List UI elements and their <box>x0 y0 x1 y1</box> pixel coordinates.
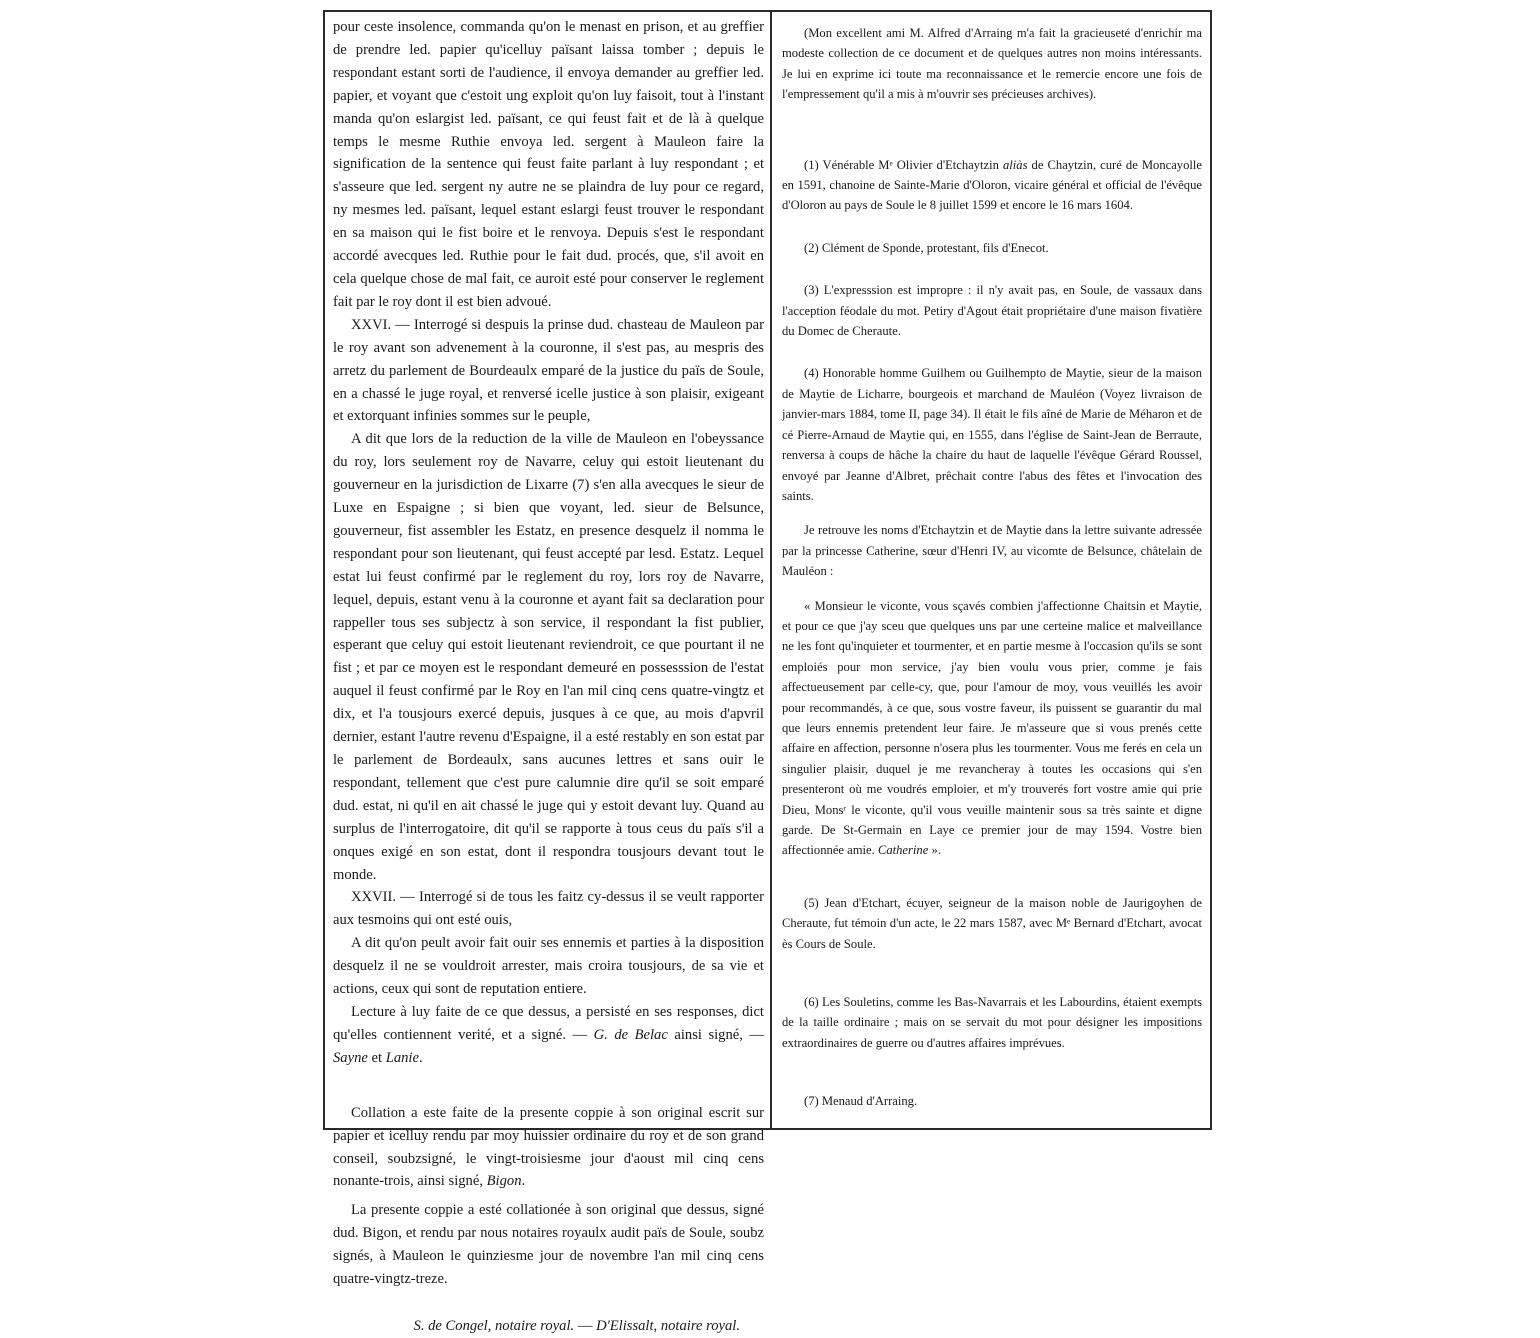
paragraph-insolence: pour ceste insolence, commanda qu'on le menast en prison, et au greffier de prendre led. papier qu'icelluy païsant laissa tomber ; depuis le respondant estant sorti de l'audience, il envoya demander au greffier led. papier, et voyant que c'estoit ung exploit qu'on luy faisoit, tout à l'instant manda qu'on eslargist led. païsant, ce qui feust fait et de là à quelque temps le mesme Ruthie envoya led. sergent à Mauleon faire la signification de la sentence qui feust faite parlant à luy respondant ; et s'asseure que led. sergent ny autre ne se plaindra de luy pour ce regard, ny mesmes led. païsant, lequel estant eslargi feust trouver le respondant en sa maison qui le fist boire et le renvoya. Depuis s'est le respondant accordé avecques led. Ruthie pour le fait dud. procés, que, s'il avoit en cela quelque chose de mal fait, ce auroit esté pour conserver le reglement fait par le roy dont il est bien advoué. <box>333 19 764 310</box>
footnote-7: (7) Menaud d'Arraing. <box>804 1094 918 1109</box>
letter-quote <box>782 596 1202 861</box>
paragraph-final: La presente coppie a esté collationée à son original que dessus, signé dud. Bigon, et rendu par nous notaires royaulx audit païs de Soule, soubz signés, à Mauleon le quinziesme jour de novembre l'an mil cinq cens quatre-vingtz-treze. <box>333 1202 764 1288</box>
paragraph-xxvi-question: XXVI. — Interrogé si despuis la prinse dud. chasteau de Mauleon par le roy avant son advenement à la couronne, il s'est pas, au mespris des arretz du parlement de Bourdeaulx emparé de la justice du païs de Soule, en a chassé le juge royal, et renversé icelle justice à son plaisir, exigeant et extorquant infinies sommes sur le peuple, <box>333 316 764 425</box>
letter-text: « Monsieur le viconte, vous sçavés combien j'affectionne Chaitsin et Maytie, et pour ce que j'ay sceu que quelques uns par une certeine malice et malveillance ne les font qu'inquieter et tourmenter, et en partie mesme à l'occasion qu'ils se sont emploiés pour mon service, j'ay bien voulu vous prier, comme je fais affectueusement par celle-cy, que, pour l'amour de moy, vous veuillés les avoir pour recommandés, à ce que, sous vostre faveur, ils puissent se guarantir du mal que leurs ennemis pretendent leur faire. Je m'asseure que si vous prenés cette affaire en affection, personne n'osera plus les tourmenter. Vous me ferés en cela un singulier plaisir, duquel je me revancheray à toutes les occasions qui s'en presenteront où me voudrés emploier, et m'y trouverés fort vostre amie qui prie Dieu, Monsʳ le viconte, qu'il vous veuille maintenir sous sa très sainte et digne garde. De St-Germain en Laye ce premier jour de may 1594. Vostre bien affectionnée amie. <box>782 598 1202 858</box>
signer-bigon: Bigon <box>486 1173 522 1190</box>
lecture-and: et <box>367 1049 386 1066</box>
signer-belac: G. de Belac <box>593 1026 668 1043</box>
lecture-text-middle: ainsi signé, — <box>667 1026 765 1043</box>
paragraph-xxvi-answer: A dit que lors de la reduction de la ville de Mauleon en l'obeyssance du roy, lors seulement roy de Navarre, celuy qui estoit lieutenant du gouverneur en la jurisdiction de Lixarre (7) s'en alla avecques le sieur de Luxe en Espaigne ; si bien que voyant, led. sieur de Belsunce, gouverneur, fist assembler les Estatz, en presence desquelz il nomma le respondant pour son lieutenant, qui feust accepté par lesd. Estatz. Lequel estat lui feust confirmé par le reglement du roy, lors roy de Navarre, lequel, depuis, estant venu à la couronne et ayant fait sa declaration pour rappeller tous ses subjectz à son service, il respondant la fist publier, esperant que celuy qui estoit lieutenant reviendroit, ce que pourtant il ne fist ; et par ce moyen est le respondant demeuré en possesssion de l'estat auquel il feust confirmé par le Roy en l'an mil cinq cens quatre-vingtz et dix, et l'a tousjours exercé depuis, jusques à ce que, au mois d'apvril dernier, estant l'autre revenu d'Espaigne, il a esté restably en son estat par le parlement de Bordeaulx, sans aucunes lettres et sans ouir le respondant, tellement que c'est pure calumnie dire qu'il se soit emparé dud. estat, ni qu'il en ait chassé le juge qui y estoit devant luy. Quand au surplus de l'interrogatoire, dit qu'il se rapporte à tous ceus du païs s'il a onques exigé en son estat, dont il respondra tousjours devant tout le monde. <box>333 431 764 883</box>
footnote-4: (4) Honorable homme Guilhem ou Guilhempto de Maytie, sieur de la maison de Maytie de Licharre, bourgeois et marchand de Mauléon (Voyez livraison de janvier-mars 1884, tome II, page 34). Il était le fils aîné de Marie de Méharon et de cé Pierre-Arnaud de Maytie qui, en 1555, dans l'église de Saint-Jean de Berraute, renversa à coups de hâche la chaire du haut de laquelle l'évêque Gérard Roussel, envoyé par Jeanne d'Albret, prêchait contre l'abus des fêtes et l'invocation des saints. <box>782 366 1202 503</box>
letter-closing: ». <box>928 843 941 858</box>
lecture-end: . <box>418 1049 423 1066</box>
notary-signatures <box>333 1315 764 1338</box>
paragraph-lecture <box>333 1001 764 1070</box>
footnote-1-text: (1) Vénérable Mᵉ Olivier d'Etchaytzin <box>804 157 1003 172</box>
collation-text: Collation a este faite de la presente coppie à son original escrit sur papier et icelluy rendu par moy huissier ordinaire du roy et de son grand conseil, soubzsigné, le vingt-troisiesme jour d'aoust mil cinq cens nonante-trois, ainsi signé, <box>333 1104 764 1190</box>
right-column-notes <box>772 12 1210 1128</box>
footnote-1-alias: aliàs <box>1003 157 1028 172</box>
paragraph-xxvii-answer: A dit qu'on peult avoir fait ouir ses ennemis et parties à la disposition desquelz il ne se vouldroit arrester, mais croira tousjours, de sa vie et actions, ceux qui sont de reputation entiere. <box>333 935 764 998</box>
paragraph-collation <box>333 1102 764 1194</box>
footnote-2: (2) Clément de Sponde, protestant, fils d'Enecot. <box>804 240 1049 255</box>
signer-lanie: Lanie <box>385 1049 419 1066</box>
footnote-3: (3) L'expresssion est impropre : il n'y avait pas, en Soule, de vassaux dans l'acception féodale du mot. Petiry d'Agout était propriétaire d'une maison fivatière du Domec de Cheraute. <box>782 283 1202 339</box>
signature-separator: — <box>574 1317 597 1334</box>
paragraph-xxvii-question: XXVII. — Interrogé si de tous les faitz cy-dessus il se veult rapporter aux tesmoins qui ont esté ouis, <box>333 889 764 929</box>
signer-sayne: Sayne <box>333 1049 368 1066</box>
notary-congel: S. de Congel, notaire royal. <box>413 1317 575 1334</box>
notary-elissalt: D'Elissalt, notaire royal. <box>596 1317 740 1334</box>
lecture-text: Lecture à luy faite de ce que dessus, a persisté en ses responses, dict qu'elles contiennent verité, et a signé. — <box>333 1003 764 1043</box>
footnote-1 <box>782 155 1202 216</box>
footnote-4-continued: Je retrouve les noms d'Etchaytzin et de Maytie dans la lettre suivante adressée par la princesse Catherine, sœur d'Henri IV, au vicomte de Belsunce, châtelain de Mauléon : <box>782 523 1202 579</box>
collation-end: . <box>521 1173 526 1190</box>
footnote-5: (5) Jean d'Etchart, écuyer, seigneur de la maison noble de Jaurigoyhen de Cheraute, fut témoin d'un acte, le 22 mars 1587, avec Mᵉ Bernard d'Etchart, avocat ès Cours de Soule. <box>782 895 1202 951</box>
document-page <box>323 10 1212 1334</box>
letter-signer-catherine: Catherine <box>877 843 929 858</box>
footnote-1-text-end: de Chaytzin, curé de Moncayolle en 1591, chanoine de Sainte-Marie d'Oloron, vicaire général et official de l'évêque d'Oloron au pays de Soule le 8 juillet 1599 et encore le 16 mars 1604. <box>782 157 1202 213</box>
left-column-transcript <box>325 12 772 1334</box>
intro-note: (Mon excellent ami M. Alfred d'Arraing m'a fait la gracieuseté d'enrichir ma modeste collection de ce document et de quelques autres non moins intéressants. Je lui en exprime ici toute ma reconnaissance et le remercie encore une fois de l'empressement qu'il a mis à m'ouvrir ses précieuses archives). <box>782 26 1202 102</box>
footnote-6: (6) Les Souletins, comme les Bas-Navarrais et les Labourdins, étaient exempts de la taille ordinaire ; mais on se servait du mot pour désigner les impositions extraordinaires de guerre ou d'autres affaires imprévues. <box>782 995 1202 1050</box>
